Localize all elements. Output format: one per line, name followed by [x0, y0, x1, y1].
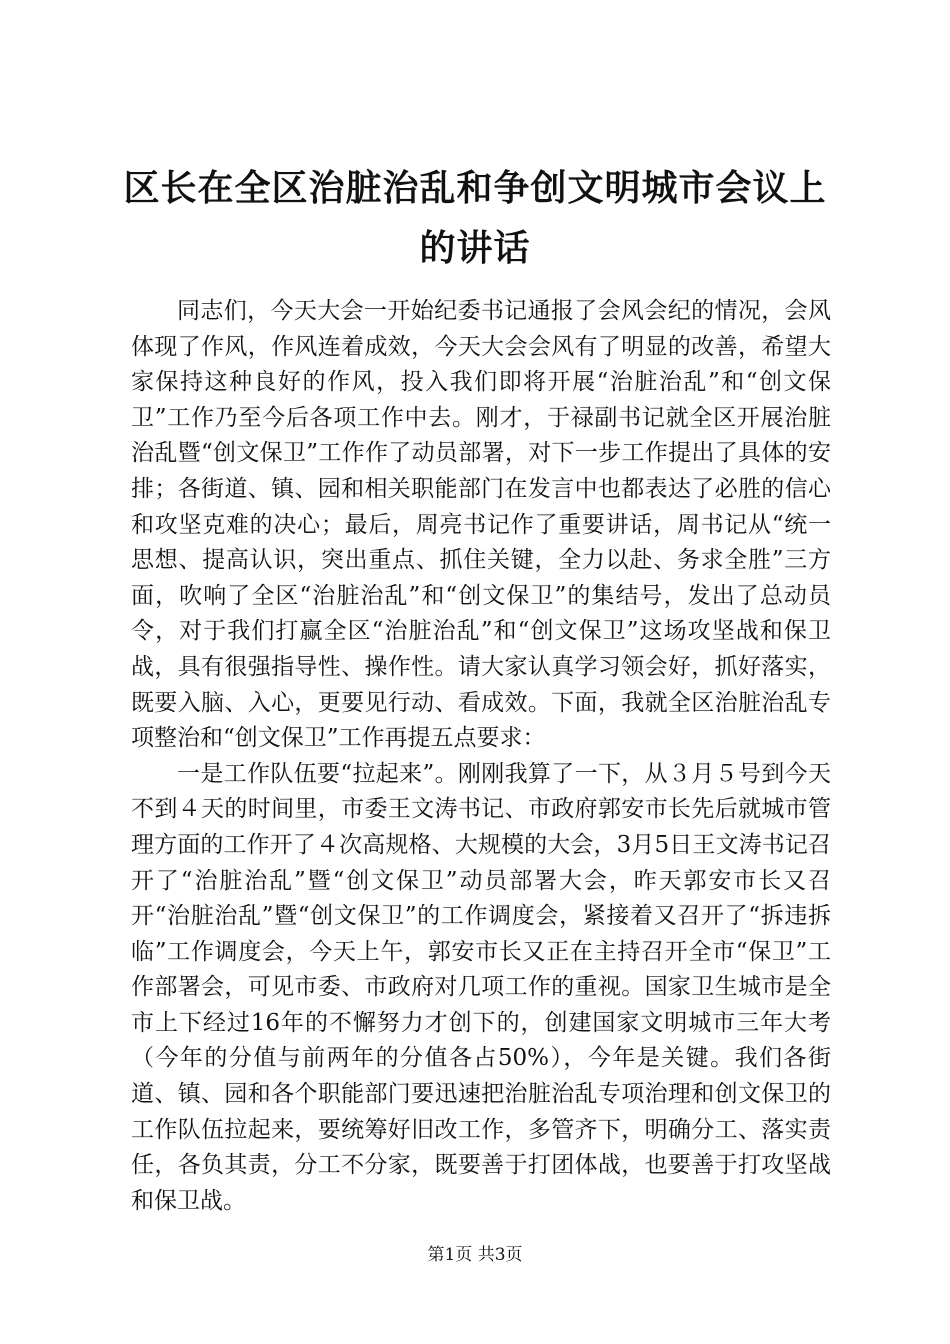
document-body — [131, 294, 831, 1219]
document-title: 区长在全区治脏治乱和争创文明城市会议上的讲话 — [123, 167, 827, 269]
paragraph-point-one: 一是工作队伍要“拉起来”。刚刚我算了一下，从３月５号到今天不到４天的时间里，市委王文涛书记、市政府郭安市长先后就城市管理方面的工作开了４次高规格、大规模的大会，3月5日王文涛书记召开了“治脏治乱”暨“创文保卫”动员部署大会，昨天郭安市长又召开“治脏治乱”暨“创文保卫”的工作调度会，紧接着又召开了“拆违拆临”工作调度会，今天上午，郭安市长又正在主持召开全市“保卫”工作部署会，可见市委、市政府对几项工作的重视。国家卫生城市是全市上下经过16年的不懈努力才创下的，创建国家文明城市三年大考（今年的分值与前两年的分值各占50%），今年是关键。我们各街道、镇、园和各个职能部门要迅速把治脏治乱专项治理和创文保卫的工作队伍拉起来，要统筹好旧改工作，多管齐下，明确分工、落实责任，各负其责，分工不分家，既要善于打团体战，也要善于打攻坚战和保卫战。 — [131, 760, 831, 1214]
page-footer: 第1页 共3页 — [427, 1245, 523, 1265]
paragraph-intro: 同志们，今天大会一开始纪委书记通报了会风会纪的情况，会风体现了作风，作风连着成效，今天大会会风有了明显的改善，希望大家保持这种良好的作风，投入我们即将开展“治脏治乱”和“创文保卫”工作乃至今后各项工作中去。刚才，于禄副书记就全区开展治脏治乱暨“创文保卫”工作作了动员部署，对下一步工作提出了具体的安排；各街道、镇、园和相关职能部门在发言中也都表达了必胜的信心和攻坚克难的决心；最后，周亮书记作了重要讲话，周书记从“统一思想、提高认识，突出重点、抓住关键，全力以赴、务求全胜”三方面，吹响了全区“治脏治乱”和“创文保卫”的集结号，发出了总动员令，对于我们打赢全区“治脏治乱”和“创文保卫”这场攻坚战和保卫战，具有很强指导性、操作性。请大家认真学习领会好，抓好落实，既要入脑、入心，更要见行动、看成效。下面，我就全区治脏治乱专项整治和“创文保卫”工作再提五点要求： — [131, 298, 831, 752]
